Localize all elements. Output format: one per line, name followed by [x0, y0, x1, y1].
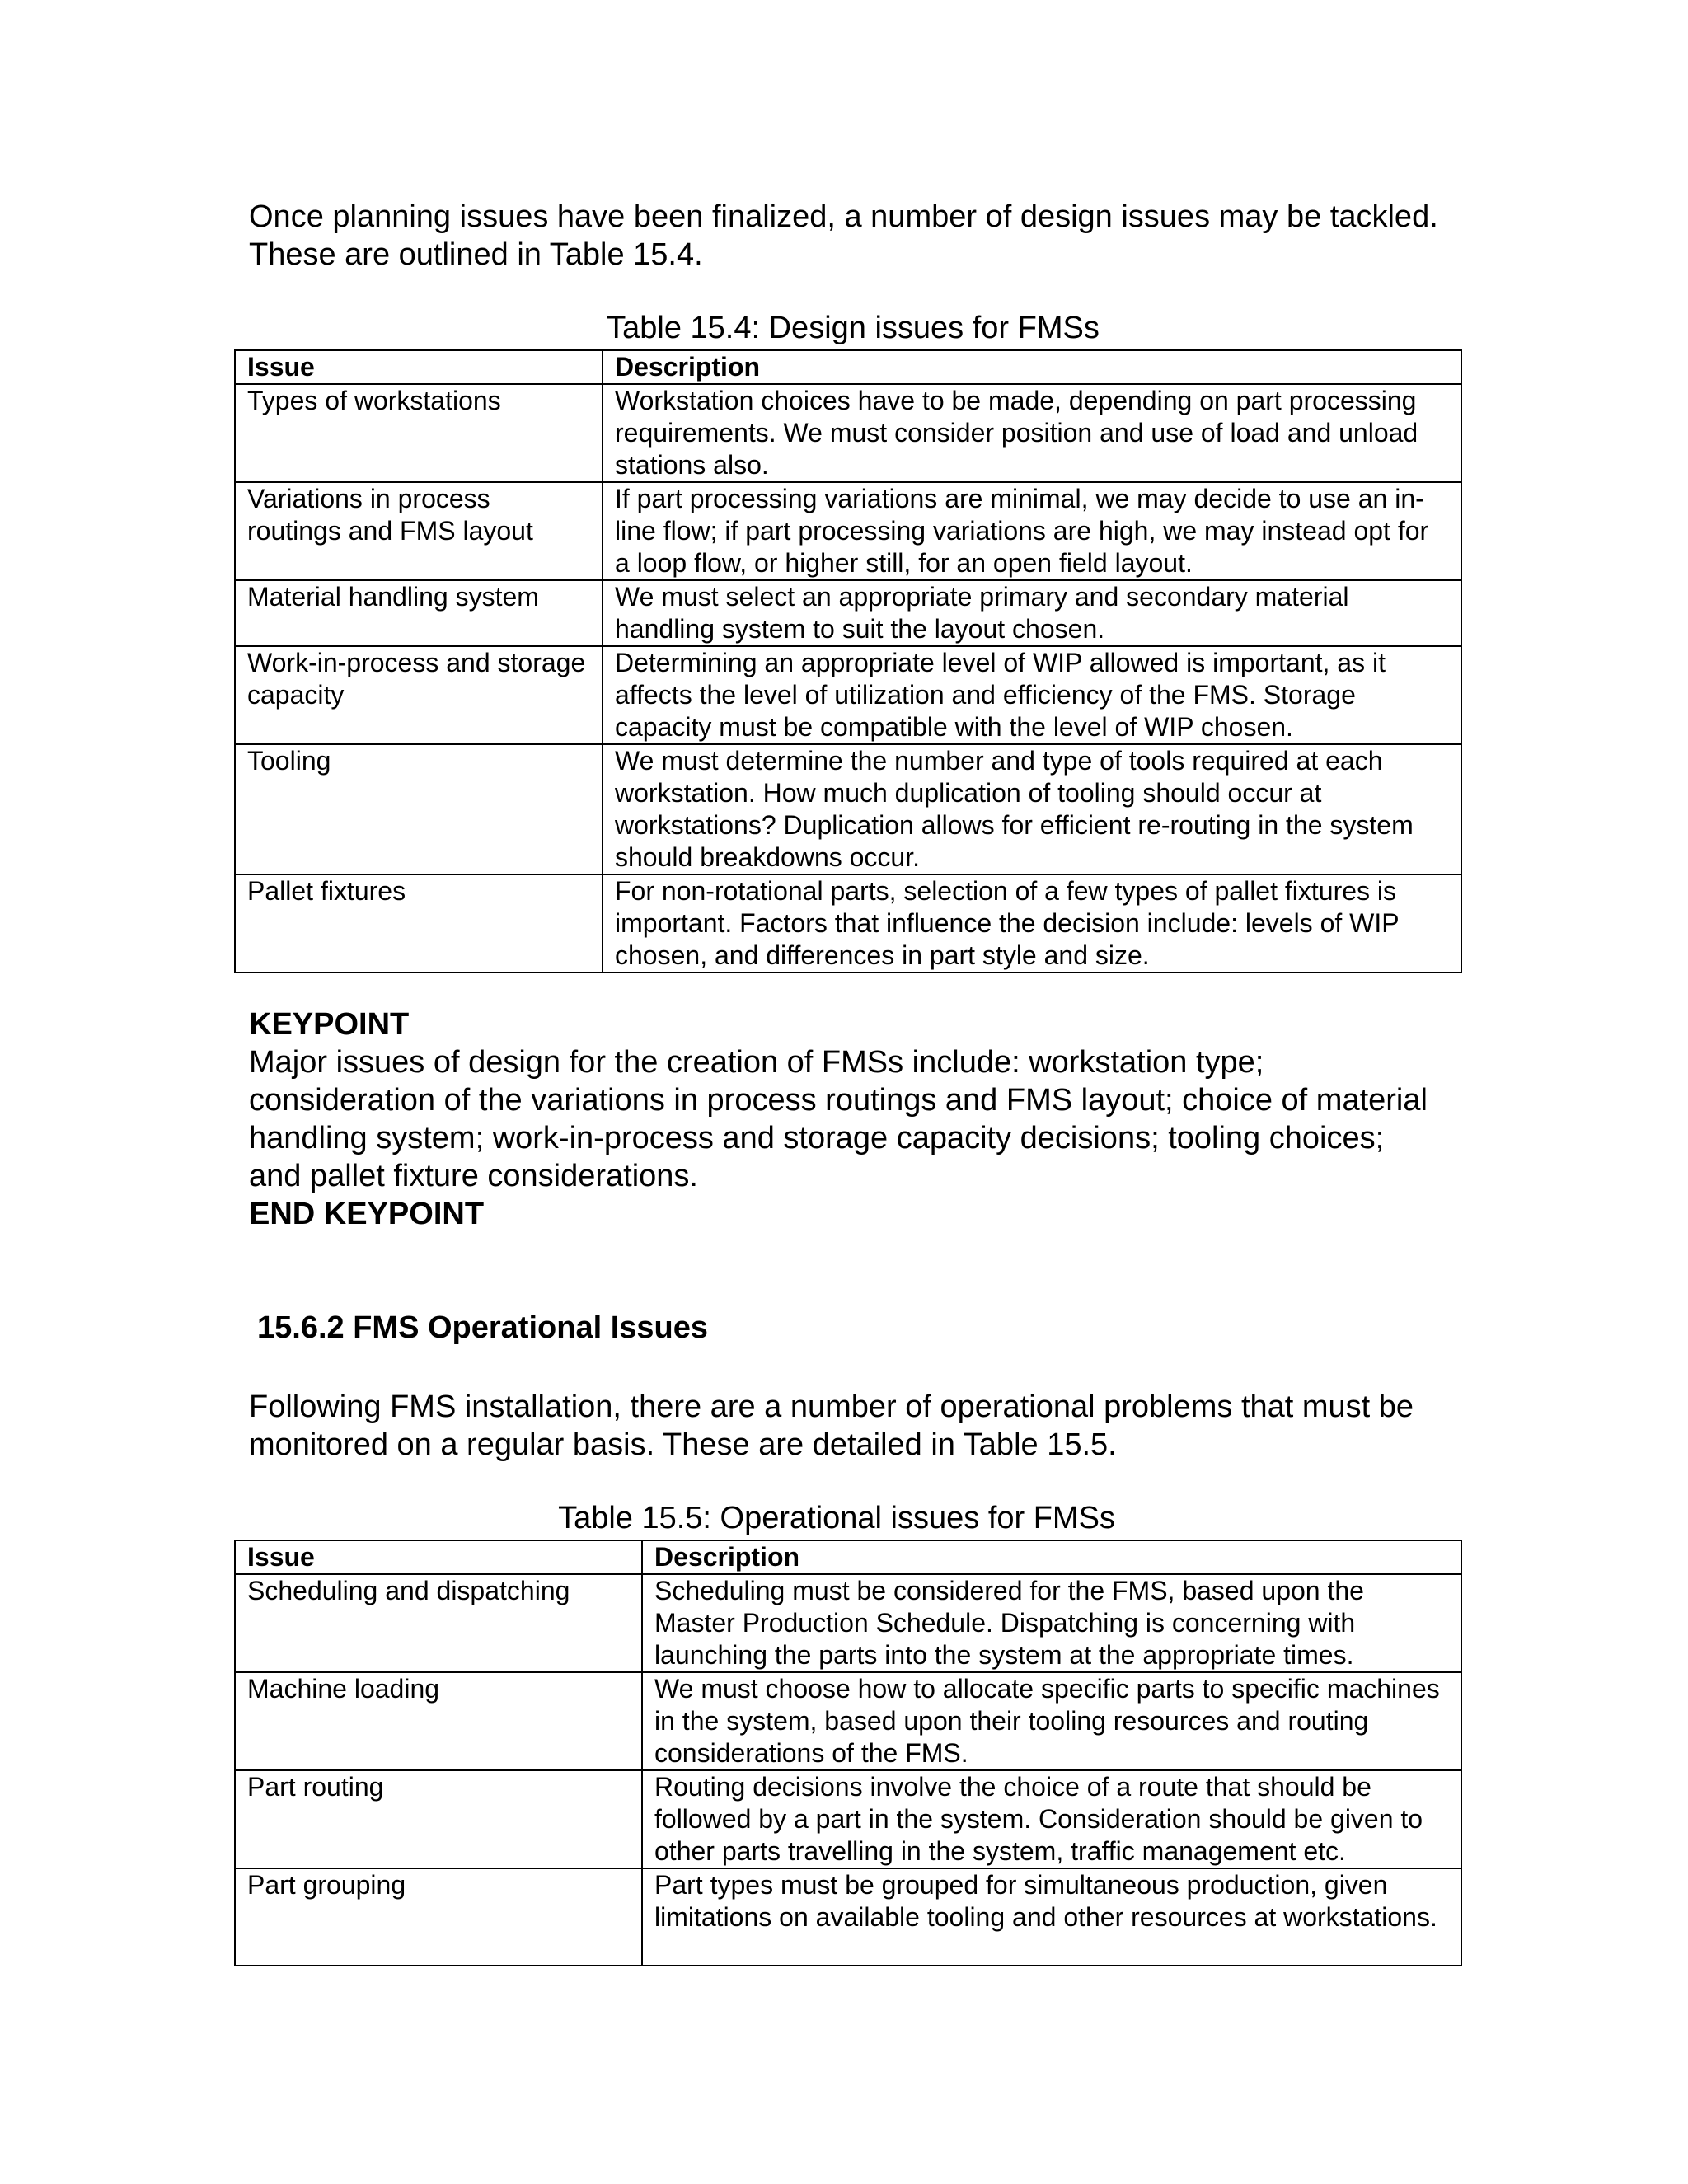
table-row — [235, 580, 1461, 646]
row-issue: Scheduling and dispatching — [235, 1574, 642, 1672]
table-header-row — [235, 350, 1461, 384]
table2-caption: Table 15.5: Operational issues for FMSs — [558, 1501, 1115, 1535]
section-paragraph: Following FMS installation, there are a number of operational problems that must be monitored on a regular basis. These are detailed in Table 15.5. — [249, 1390, 1414, 1462]
row-issue: Material handling system — [235, 580, 603, 646]
row-issue: Part routing — [235, 1770, 642, 1868]
table-row — [235, 384, 1461, 482]
section-heading: 15.6.2 FMS Operational Issues — [257, 1310, 708, 1345]
table-row — [235, 1574, 1461, 1672]
table1-caption: Table 15.4: Design issues for FMSs — [607, 311, 1100, 345]
operational-issues-table — [234, 1540, 1462, 1966]
row-issue: Pallet fixtures — [235, 874, 603, 972]
table-row — [235, 874, 1461, 972]
row-issue: Tooling — [235, 744, 603, 874]
header-issue: Issue — [235, 350, 603, 384]
keypoint-title: KEYPOINT — [249, 1007, 410, 1042]
row-issue: Part grouping — [235, 1868, 642, 1966]
row-description: We must select an appropriate primary and secondary material handling system to suit the layout chosen. — [603, 580, 1461, 646]
table-row — [235, 1770, 1461, 1868]
row-description: We must determine the number and type of tools required at each workstation. How much duplication of tooling should occur at workstations? Duplication allows for efficient re-routing in the system should breakdowns occur. — [603, 744, 1461, 874]
row-description: Determining an appropriate level of WIP allowed is important, as it affects the level of utilization and efficiency of the FMS. Storage capacity must be compatible with the level of WIP chosen. — [603, 646, 1461, 744]
keypoint-end: END KEYPOINT — [249, 1197, 485, 1231]
intro-paragraph: Once planning issues have been finalized, a number of design issues may be tackled. These are outlined in Table 15.4. — [249, 199, 1438, 272]
row-description: Scheduling must be considered for the FMS, based upon the Master Production Schedule. Dispatching is concerning with launching the parts into the system at the appropriate times. — [642, 1574, 1461, 1672]
header-issue: Issue — [235, 1540, 642, 1574]
table-row — [235, 1672, 1461, 1770]
header-description: Description — [642, 1540, 1461, 1574]
table-row — [235, 646, 1461, 744]
row-issue: Types of workstations — [235, 384, 603, 482]
row-description: Routing decisions involve the choice of a route that should be followed by a part in the system. Consideration should be given to other parts travelling in the system, traffic management etc. — [642, 1770, 1461, 1868]
table-row — [235, 744, 1461, 874]
row-description: If part processing variations are minimal, we may decide to use an in-line flow; if part processing variations are high, we may instead opt for a loop flow, or higher still, for an open field layout. — [603, 482, 1461, 580]
keypoint-body: Major issues of design for the creation of FMSs include: workstation type; consideration of the variations in process routings and FMS layout; choice of material handling system; work-in-process and storage capacity decisions; tooling choices; and pallet fixture considerations. — [249, 1045, 1428, 1193]
table-header-row — [235, 1540, 1461, 1574]
row-issue: Variations in process routings and FMS layout — [235, 482, 603, 580]
row-issue: Machine loading — [235, 1672, 642, 1770]
header-description: Description — [603, 350, 1461, 384]
row-issue: Work-in-process and storage capacity — [235, 646, 603, 744]
row-description: For non-rotational parts, selection of a few types of pallet fixtures is important. Factors that influence the decision include: levels of WIP chosen, and differences in part style and size. — [603, 874, 1461, 972]
keypoint-box — [249, 1005, 1436, 1233]
row-description: Part types must be grouped for simultaneous production, given limitations on available tooling and other resources at workstations. — [642, 1868, 1461, 1966]
table-row — [235, 1868, 1461, 1966]
row-description: Workstation choices have to be made, depending on part processing requirements. We must consider position and use of load and unload stations also. — [603, 384, 1461, 482]
design-issues-table — [234, 349, 1462, 973]
row-description: We must choose how to allocate specific parts to specific machines in the system, based upon their tooling resources and routing considerations of the FMS. — [642, 1672, 1461, 1770]
table-row — [235, 482, 1461, 580]
